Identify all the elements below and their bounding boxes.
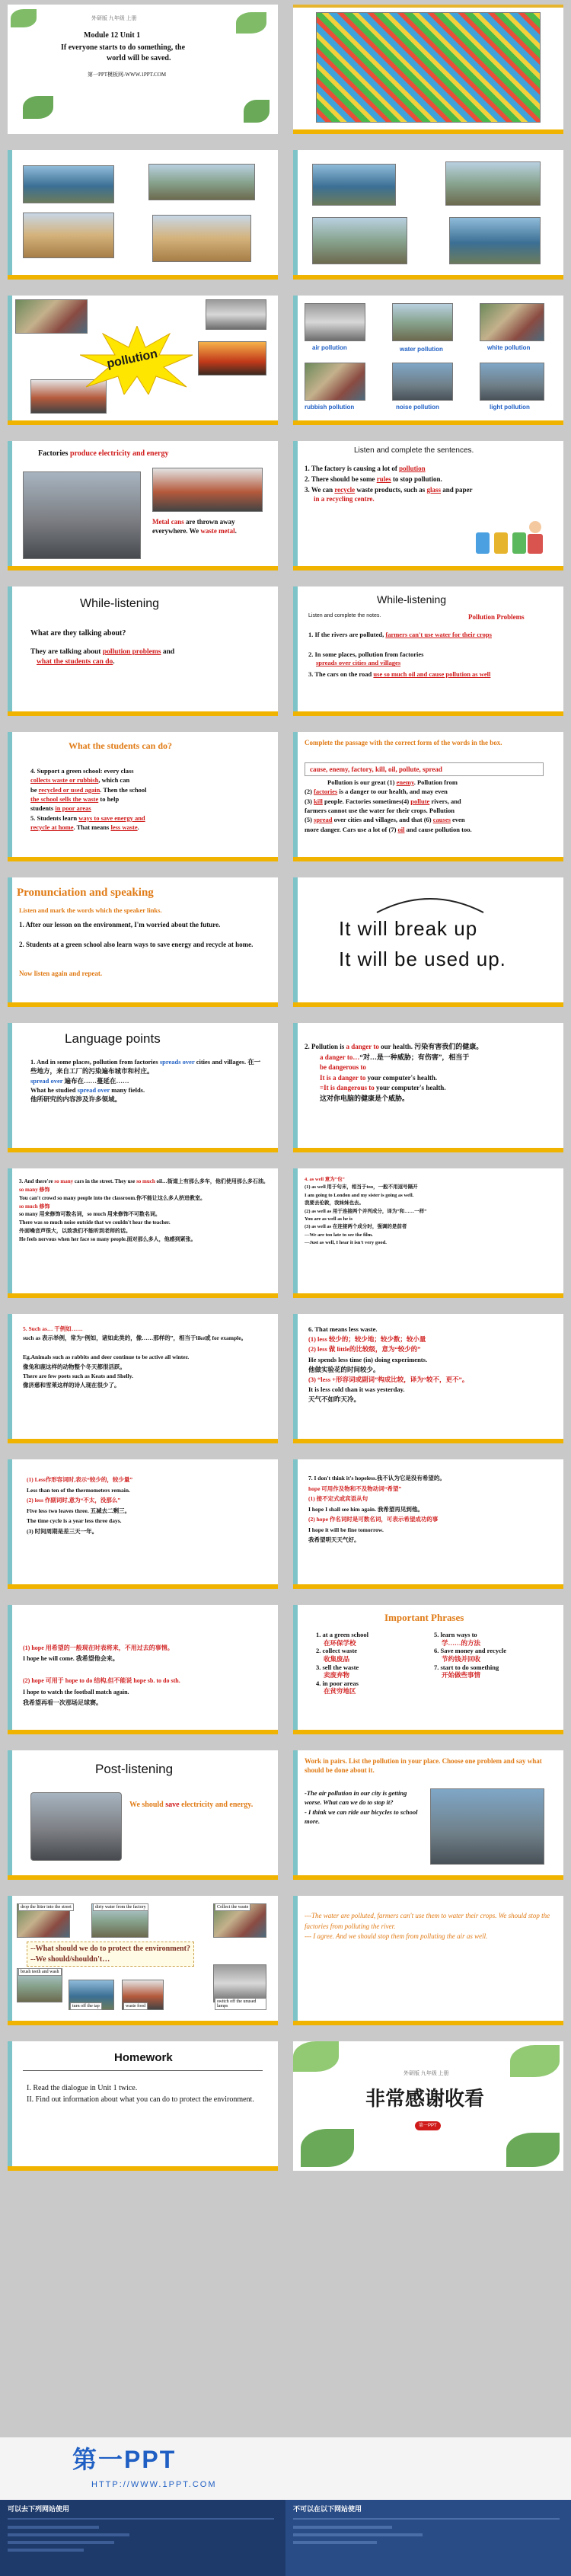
noise-pollution-caption: noise pollution bbox=[396, 404, 439, 411]
white-pollution-photo bbox=[480, 303, 544, 341]
sea-photo bbox=[23, 165, 114, 203]
as-well-explanation: 4. as well 意为“也” (1) as well 用于句末，相当于too，一般不用逗号隔开 I am going to London and my sister is going as well. 我要去伦敦，我妹妹也去。 (2) as well as 用于连接两个并列成分，译为“和……一样” You are as well as he is (3) as well as 在连接两个成分时，强调的是前者 —We are too late to see the film. —Just as well, I hear it isn't very good. bbox=[305, 1177, 427, 1246]
slide-bottom-bar bbox=[8, 275, 278, 280]
slide-danger-to[interactable] bbox=[293, 1023, 563, 1152]
hope-explanation: 7. I don't think it's hopeless.我不认为它是没有希望的。 hope 可用作及物和不及物动词“希望” (1) 接不定式或宾语从句 I hope I shall see him again. 我希望再见到他。 (2) hope 作名词时是可数名词，可表示希望成功的事 I hope it will be fine tomorrow. 我希望明天天气好。 bbox=[308, 1475, 445, 1543]
homework-list: I. Read the dialogue in Unit 1 twice. II. Find out information about what you can do to protect the environment. bbox=[27, 2084, 254, 2104]
slide-side-bar bbox=[8, 1168, 12, 1298]
label-litter: drop the litter into the street bbox=[18, 1903, 74, 1911]
slide-listen-complete[interactable] bbox=[293, 441, 563, 570]
pollution-burst-text: pollution bbox=[105, 347, 159, 371]
site-credit: 第一PPT模板网-WWW.1PPT.COM bbox=[88, 72, 167, 78]
trash-photo bbox=[15, 299, 88, 334]
slide-bottom-bar bbox=[293, 275, 563, 280]
recycling-kids-illustration bbox=[476, 517, 544, 559]
publisher-label: 外研版 九年级 上册 bbox=[91, 15, 137, 21]
slide-such-as[interactable] bbox=[8, 1314, 278, 1443]
lamps-photo bbox=[213, 1964, 266, 2002]
slide-bottom-bar bbox=[293, 2021, 563, 2025]
city-photo bbox=[430, 1788, 544, 1865]
slide-bottom-bar bbox=[8, 420, 278, 425]
pollution-problems-label: Pollution Problems bbox=[468, 613, 525, 621]
module-title: Module 12 Unit 1 bbox=[84, 31, 141, 40]
factory-photo bbox=[23, 471, 141, 559]
leaf-decoration bbox=[293, 2041, 339, 2072]
lesson-title-line2: world will be saved. bbox=[107, 54, 171, 62]
slide-side-bar bbox=[293, 441, 298, 570]
forbidden-sites-title: 不可以在以下网站使用 bbox=[293, 2505, 362, 2513]
slide-photos-b[interactable] bbox=[293, 150, 563, 280]
leaf-decoration bbox=[301, 2129, 354, 2167]
slide-side-bar bbox=[8, 1314, 12, 1443]
slide-bottom-bar bbox=[293, 1002, 563, 1007]
note-1: 1. If the rivers are polluted, farmers can't use water for their crops bbox=[308, 631, 492, 638]
slide-hopeless[interactable] bbox=[293, 1459, 563, 1589]
slide-bottles[interactable] bbox=[293, 5, 563, 134]
slide-title[interactable] bbox=[8, 5, 278, 134]
slide-photos-a[interactable] bbox=[8, 150, 278, 280]
ppt-badge: 第一PPT bbox=[415, 2121, 441, 2130]
slide-bottom-bar bbox=[293, 1875, 563, 1880]
less-usage-explanation: (1) Less作形容词时,表示“较少的，较少量” Less than ten of the thermometers remain. (2) less 作副词时,意为“不太，没那么” Five less two leaves three. 五减去二剩三。 The time cycle is a year less three days. (3) 时间周期是差三天一年。 bbox=[27, 1476, 133, 1535]
slide-pollution-types[interactable] bbox=[293, 296, 563, 425]
slide-side-bar bbox=[8, 877, 12, 1007]
slide-bottom-bar bbox=[8, 857, 278, 861]
text-line-placeholder bbox=[8, 2526, 99, 2529]
slide-language-points[interactable] bbox=[8, 1023, 278, 1152]
slide-dialogue[interactable] bbox=[293, 1896, 563, 2025]
such-as-explanation: 5. Such as… 干例如…… such as 表示举例，常为“例如，诸如此类的，像……那样的”，相当于like或 for example。 Eg.Animals such as rabbits and deer continue to be active all winter. 像兔和鹿这样的动物整个冬天都很活跃。 There are few poets such as Keats and Shelly. 像济慈和雪莱这样的诗人现在很少了。 bbox=[23, 1325, 247, 1389]
slide-side-bar bbox=[8, 1896, 12, 2025]
slide-bottom-bar bbox=[8, 1875, 278, 1880]
slide-bottom-bar bbox=[293, 566, 563, 570]
slide-side-bar bbox=[293, 1896, 298, 2025]
note-3: 3. The cars on the road use so much oil and cause pollution as well bbox=[308, 670, 491, 678]
footer-logo[interactable]: 第一PPT bbox=[72, 2446, 177, 2473]
lamp-photo bbox=[30, 1792, 122, 1861]
answer-text: They are talking about pollution problems and what the students can do. bbox=[30, 648, 175, 666]
slide-bottom-bar bbox=[293, 129, 563, 134]
label-dirty-water: dirty water from the factory bbox=[93, 1903, 148, 1911]
linking-line-2: It will be used up. bbox=[339, 948, 506, 970]
footer-allowed-panel bbox=[0, 2500, 286, 2576]
slide-side-bar bbox=[293, 296, 298, 425]
slide-heading: Pronunciation and speaking bbox=[17, 887, 154, 899]
slide-bottom-bar bbox=[293, 1584, 563, 1589]
river-photo bbox=[148, 164, 255, 200]
slide-so-many-so-much[interactable] bbox=[8, 1168, 278, 1298]
pairwork-instructions: Work in pairs. List the pollution in your place. Choose one problem and say what should be done about it. bbox=[305, 1757, 542, 1775]
slide-heading: Listen and complete the sentences. bbox=[354, 446, 474, 455]
phrase-list-left: 1. at a green school 在环保学校 2. collect waste 收集废品 3. sell the waste 卖废弃物 4. in poor areas 在贫穷地区 bbox=[316, 1631, 369, 1695]
slide-while-listening-1[interactable] bbox=[8, 586, 278, 716]
slide-bottom-bar bbox=[8, 1002, 278, 1007]
allowed-sites-title: 可以去下列网站使用 bbox=[8, 2505, 70, 2513]
label-waste-food: waste food bbox=[123, 2002, 148, 2010]
slide-heading: While-listening bbox=[377, 593, 447, 606]
leaf-decoration bbox=[506, 2133, 560, 2167]
slide-bottom-bar bbox=[293, 711, 563, 716]
footer-url[interactable]: HTTP://WWW.1PPT.COM bbox=[91, 2480, 217, 2489]
slide-bottom-bar bbox=[293, 1148, 563, 1152]
leaf-decoration bbox=[236, 12, 266, 34]
slide-bottom-bar bbox=[293, 857, 563, 861]
air-pollution-photo bbox=[305, 303, 365, 341]
divider bbox=[8, 2518, 274, 2520]
slide-pronunciation[interactable] bbox=[8, 877, 278, 1007]
lesson-title-line1: If everyone starts to do something, the bbox=[61, 43, 186, 52]
slide-side-bar bbox=[293, 1750, 298, 1880]
sentence-3: 3. We can recycle waste products, such as glass and paper in a recycling centre. bbox=[305, 486, 473, 503]
rubbish-pollution-photo bbox=[305, 363, 365, 401]
slide-heading: What the students can do? bbox=[69, 740, 173, 751]
question-text: What are they talking about? bbox=[30, 629, 126, 638]
slide-subheading: Listen and complete the notes. bbox=[308, 613, 381, 618]
text-line-placeholder bbox=[8, 2533, 129, 2536]
danger-to-explanation: 2. Pollution is a danger to our health. 污染有害我们的健康。 a danger to…“对…是一种威胁；有伤害”，相当于 be dangerous to It is a danger to your computer's health. =It is dangerous to your computer's health. 这对你电脑的健康是个威胁。 bbox=[305, 1043, 483, 1102]
less-explanation: 6. That means less waste. (1) less 较少的；较少地；较少数；较小量 (2) less 做 little的比较级，意为“较少的” He spends less time (in) doing experiments. 他做实验花的时间较少。 (3) “less +形容词或副词”构成比较，译为“较不，更不”。 It is less cold than it was yesterday. 天气不如昨天冷。 bbox=[308, 1325, 469, 1404]
water-pollution-caption: water pollution bbox=[400, 346, 443, 353]
footer-forbidden-panel bbox=[286, 2500, 571, 2576]
slide-bottom-bar bbox=[8, 1293, 278, 1298]
slide-bottom-bar bbox=[8, 1148, 278, 1152]
metal-cans-text: Metal cans are thrown away everywhere. We waste metal. bbox=[152, 518, 237, 535]
coast-photo bbox=[312, 164, 396, 206]
leaf-decoration bbox=[23, 96, 53, 119]
slide-thanks[interactable] bbox=[293, 2041, 563, 2171]
sentence-1: 1. The factory is causing a lot of pollution bbox=[305, 465, 426, 472]
hope-usage-explanation: (1) hope 用希望的一般现在时表将来，不用过去的事情。 I hope he will come. 我希望他会来。 (2) hope 可用于 hope to do 结构,但不能说 hope sb. to do sth. I hope to watch the football match again. 我希望再看一次那场足球赛。 bbox=[23, 1644, 180, 1706]
linking-arc-graphic bbox=[369, 891, 491, 914]
fire-photo bbox=[198, 341, 266, 376]
language-point-1: 1. And in some places, pollution from factories spreads over cities and villages. 在一些地方，来自工厂的污染遍布城市和村庄。 spread over 遍布在……蔓延在…… What he studied spread over many fields. 他所研究的内容涉及许多领域。 bbox=[30, 1058, 261, 1104]
slide-side-bar bbox=[293, 1459, 298, 1589]
pronunciation-sentence-2: 2. Students at a green school also learn ways to save energy and recycle at home. bbox=[19, 941, 254, 948]
slide-linking-words[interactable] bbox=[293, 877, 563, 1007]
slide-side-bar bbox=[293, 1314, 298, 1443]
dry-land-photo bbox=[23, 213, 114, 258]
leaf-decoration bbox=[11, 9, 37, 27]
slide-side-bar bbox=[8, 732, 12, 861]
slide-heading: While-listening bbox=[80, 597, 160, 610]
slide-side-bar bbox=[8, 441, 12, 570]
slide-side-bar bbox=[293, 877, 298, 1007]
slide-hope-usage[interactable] bbox=[8, 1605, 278, 1734]
word-box: cause, enemy, factory, kill, oil, pollute, spread bbox=[305, 762, 544, 776]
slide-side-bar bbox=[293, 1168, 298, 1298]
slide-students-can-do[interactable] bbox=[8, 732, 278, 861]
slide-homework[interactable] bbox=[8, 2041, 278, 2171]
publisher-label: 外研版 九年级 上册 bbox=[404, 2070, 449, 2076]
slide-post-listening[interactable] bbox=[8, 1750, 278, 1880]
slide-less-usage[interactable] bbox=[8, 1459, 278, 1589]
pronunciation-sentence-1: 1. After our lesson on the environment, I'm worried about the future. bbox=[19, 921, 221, 928]
factories-heading: Factories produce electricity and energy bbox=[38, 449, 169, 458]
pairwork-dialogue: -The air pollution in our city is getting worse. What can we do to stop it? - I think we can ride our bicycles to school more. bbox=[305, 1789, 418, 1825]
slide-top-bar bbox=[293, 5, 563, 8]
desert-tree-photo bbox=[152, 215, 251, 262]
text-line-placeholder bbox=[8, 2541, 114, 2544]
slide-side-bar bbox=[8, 296, 12, 425]
linking-line-1: It will break up bbox=[339, 917, 478, 940]
white-pollution-caption: white pollution bbox=[487, 344, 531, 351]
slide-heading: Homework bbox=[114, 2051, 173, 2064]
so-many-explanation: 3. And there're so many cars in the street. They use so much oil…街道上有那么多车，他们使用那么多石油。 so many 修饰 You can't crowd so many people into the classroom.你不能让这么多人挤进教室。 so much 修饰 so many 用来修饰可数名词，so much 用来修饰不可数名词。 There was so much noise outside that we couldn't hear the teacher. 外面噪音声很大，以致我们不能听到老师的话。 He feels nervous when her face so many people.面对那么多人，他感到紧张。 bbox=[19, 1178, 269, 1242]
smoke-photo bbox=[206, 299, 266, 330]
slide-factories[interactable] bbox=[8, 441, 278, 570]
slide-heading: Post-listening bbox=[95, 1762, 174, 1776]
students-notes: 4. Support a green school: every class collects waste or rubbish, which can be recycled or used again. Then the school the school sells the waste to help students in poor areas 5. Students learn ways to save energy and recycle at home. That means less waste. bbox=[30, 767, 147, 831]
noise-pollution-photo bbox=[392, 363, 453, 401]
light-pollution-caption: light pollution bbox=[490, 404, 530, 411]
slide-bottom-bar bbox=[8, 2166, 278, 2171]
plastic-bottles-photo bbox=[316, 12, 541, 123]
slide-bottom-bar bbox=[293, 1293, 563, 1298]
leaf-decoration bbox=[510, 2045, 560, 2077]
slide-work-in-pairs[interactable] bbox=[293, 1750, 563, 1880]
ocean-photo bbox=[449, 217, 541, 264]
thanks-title: 非常感谢收看 bbox=[365, 2087, 485, 2110]
text-line-placeholder bbox=[293, 2533, 423, 2536]
slide-side-bar bbox=[8, 2041, 12, 2171]
slide-pollution-burst[interactable] bbox=[8, 296, 278, 425]
text-line-placeholder bbox=[293, 2541, 377, 2544]
slide-side-bar bbox=[8, 586, 12, 716]
passage-instructions: Complete the passage with the correct form of the words in the box. bbox=[305, 739, 502, 746]
passage-text: Pollution is our great (1) enemy. Pollution from (2) factories is a danger to our health, and may even (3) kill people. Factories sometimes(4) pollute rivers, and farmers cannot use the water for their crops. Pollution (5) spread over cities and villages, and that (6) causes even more danger. Cars use a lot of (7) oil and cause pollution too. bbox=[305, 778, 472, 833]
slide-side-bar bbox=[293, 1023, 298, 1152]
text-line-placeholder bbox=[293, 2526, 392, 2529]
slide-bottom-bar bbox=[8, 711, 278, 716]
water-pollution-photo bbox=[392, 303, 453, 341]
slide-side-bar bbox=[8, 1750, 12, 1880]
slide-side-bar bbox=[293, 586, 298, 716]
slide-side-bar bbox=[8, 1459, 12, 1589]
slide-bottom-bar bbox=[8, 1439, 278, 1443]
text-line-placeholder bbox=[8, 2549, 84, 2552]
repeat-instruction: Now listen again and repeat. bbox=[19, 970, 103, 977]
phrase-list-right: 5. learn ways to 学……的方法 6. Save money and recycle 节约钱并回收 7. start to do something 开始做些事情 bbox=[434, 1631, 506, 1680]
slide-bottom-bar bbox=[8, 2021, 278, 2025]
lake-photo bbox=[445, 161, 541, 206]
slide-side-bar bbox=[8, 1023, 12, 1152]
slide-side-bar bbox=[293, 150, 298, 280]
slide-protect-environment[interactable] bbox=[8, 1896, 278, 2025]
dialogue-text: ---The water are polluted, farmers can't use them to water their crops. We should stop the factories from polluting the river. --- I agree. And we should stop them from polluting the air as well. bbox=[305, 1912, 550, 1940]
label-brush-teeth: brush teeth and wash bbox=[18, 1968, 62, 1976]
slide-while-listening-2[interactable] bbox=[293, 586, 563, 716]
slide-bottom-bar bbox=[293, 420, 563, 425]
slide-bottom-bar bbox=[8, 1730, 278, 1734]
note-2: 2. In some places, pollution from factories spreads over cities and villages bbox=[308, 650, 424, 667]
slide-complete-passage[interactable] bbox=[293, 732, 563, 861]
slide-side-bar bbox=[8, 150, 12, 280]
metal-cans-photo bbox=[152, 468, 263, 512]
divider bbox=[23, 2070, 263, 2071]
slide-as-well[interactable] bbox=[293, 1168, 563, 1298]
pronunciation-instruction: Listen and mark the words which the speaker links. bbox=[19, 906, 162, 914]
slide-bottom-bar bbox=[293, 1439, 563, 1443]
rubbish-pollution-caption: rubbish pollution bbox=[305, 404, 355, 411]
slide-bottom-bar bbox=[293, 1730, 563, 1734]
label-collect-waste: Collect the waste bbox=[215, 1903, 250, 1911]
slide-important-phrases[interactable] bbox=[293, 1605, 563, 1734]
slide-bottom-bar bbox=[8, 1584, 278, 1589]
protect-question: --What should we do to protect the environment? --We should/shouldn't… bbox=[27, 1942, 194, 1967]
slide-side-bar bbox=[293, 1605, 298, 1734]
post-listening-text: We should save electricity and energy. bbox=[129, 1801, 254, 1809]
light-pollution-photo bbox=[480, 363, 544, 401]
slide-side-bar bbox=[293, 732, 298, 861]
slide-less-waste[interactable] bbox=[293, 1314, 563, 1443]
label-switch-off-lamps: switch off the unused lamps bbox=[215, 1998, 266, 2010]
air-pollution-caption: air pollution bbox=[312, 344, 347, 351]
site-footer bbox=[0, 2437, 571, 2576]
slide-side-bar bbox=[8, 1605, 12, 1734]
sentence-2: 2. There should be some rules to stop pollution. bbox=[305, 475, 442, 483]
leaf-decoration bbox=[244, 100, 270, 123]
slide-heading: Important Phrases bbox=[384, 1612, 464, 1623]
label-turn-off-tap: turn off the tap bbox=[70, 2002, 102, 2010]
slide-heading: Language points bbox=[65, 1031, 161, 1046]
polluted-river-photo bbox=[312, 217, 407, 264]
divider bbox=[293, 2518, 560, 2520]
slide-bottom-bar bbox=[8, 566, 278, 570]
